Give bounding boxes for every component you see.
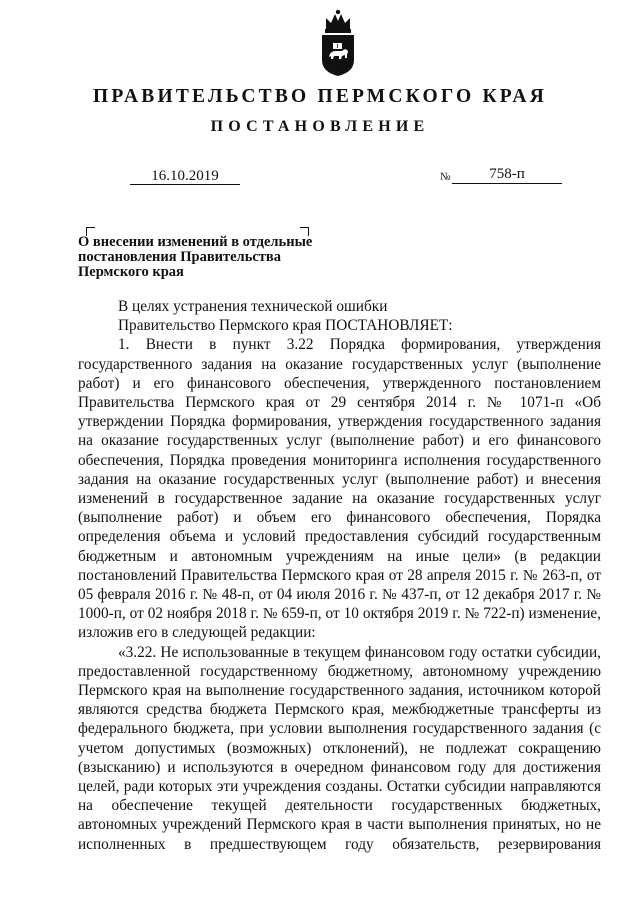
number-label: № (440, 171, 451, 183)
body-paragraph-item-1: 1. Внести в пункт 3.22 Порядка формирования, утверждения государственного задания на оказание государственных услуг (выполнение работ) и его финансового обеспечения, утвержденного постановлением Правительства Пермского края от 29 сентября 2014 г. № 1071-п «Об утверждении Порядка формирования, утверждения государственного задания на оказание государственных услуг (выполнение работ) и его финансового обеспечения, Порядка проведения мониторинга исполнения государственного задания на оказание государственных услуг (выполнение работ) и внесения изменений в государственное задание на оказание государственных услуг (выполнение работ) и объем его финансового обеспечения, Порядка определения объема и условий предоставления субсидий государственным бюджетным и автономным учреждениям на иные цели» (в редакции постановлений Правительства Пермского края от 28 апреля 2015 г. № 263-п, от 05 февраля 2016 г. № 48-п, от 04 июля 2016 г. № 437-п, от 12 декабря 2017 г. № 1000-п, от 02 ноября 2018 г. № 659-п, от 10 октября 2019 г. № 722-п) изменение, изложив его в следующей редакции: (78, 336, 601, 642)
document-body (78, 297, 601, 854)
body-paragraph-preamble: В целях устранения технической ошибки (118, 298, 388, 315)
body-paragraph-item-3-22: «3.22. Не использованные в текущем финансовом году остатки субсидии, предоставленной государственному бюджетному, автономному учреждению Пермского края на выполнение государственного задания, источником которой являются средства бюджета Пермского края, межбюджетные трансферты из федерального бюджета, при условии выполнения государственного задания (с учетом допустимых (возможных) отклонений), не подлежат сокращению (взысканию) и используются в очередном финансовом году для достижения целей, ради которых эти учреждения созданы. Остатки субсидии направляются на обеспечение текущей деятельности государственных бюджетных, автономных учреждений Пермского края в части выполнения принятых, но не исполненных в предшествующем году обязательств, резервирования (78, 643, 601, 853)
document-subject: О внесении изменений в отдельные постановления Правительства Пермского края (78, 234, 313, 280)
document-number: 758-п (452, 166, 562, 184)
perm-krai-coat-of-arms-icon (318, 8, 358, 78)
document-type: ПОСТАНОВЛЕНИЕ (210, 118, 430, 135)
body-paragraph-resolves: Правительство Пермского края ПОСТАНОВЛЯЕТ: (118, 317, 453, 335)
document-date: 16.10.2019 (130, 168, 240, 185)
government-title: ПРАВИТЕЛЬСТВО ПЕРМСКОГО КРАЯ (93, 86, 547, 107)
